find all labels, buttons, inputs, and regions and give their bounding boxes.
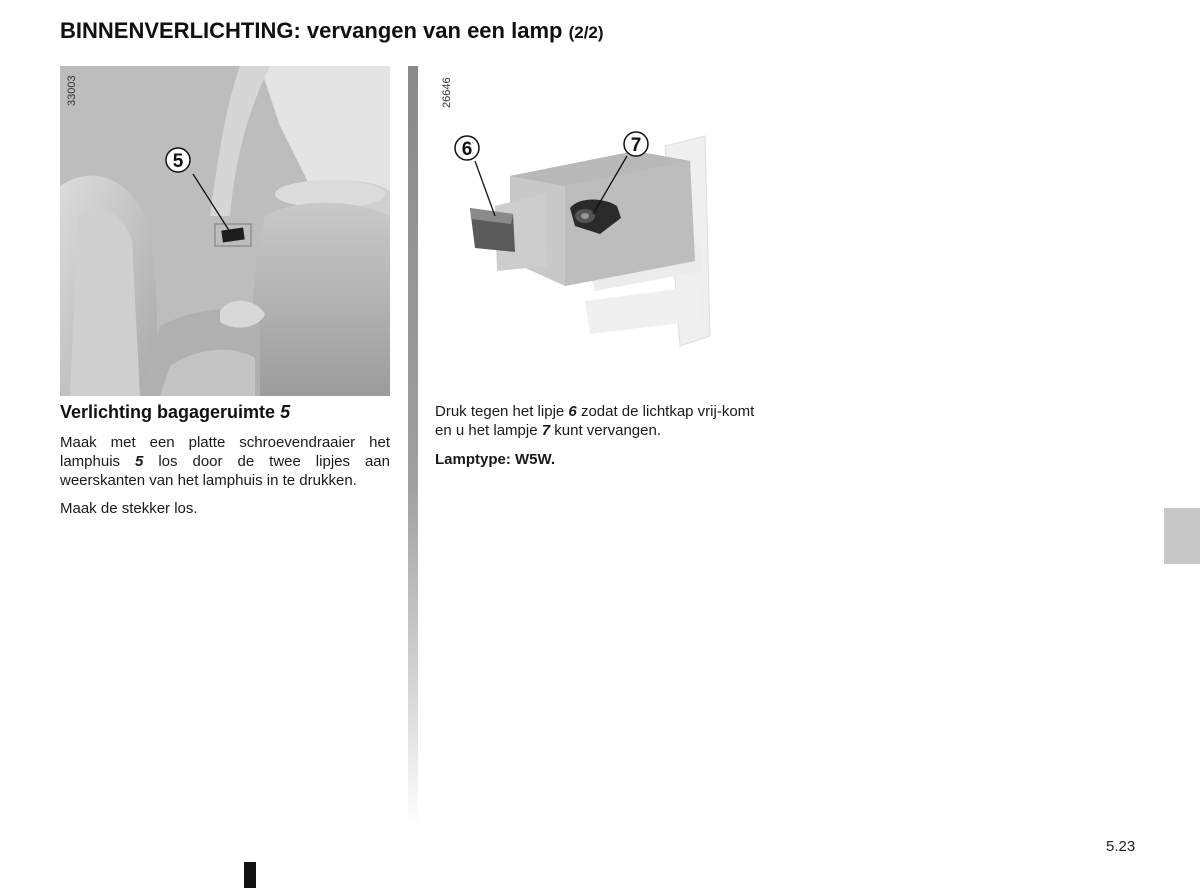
column-divider [408,66,418,826]
right-para1-t3: kunt vervangen. [554,422,662,439]
section-heading [60,402,290,423]
right-para1-t1: Druk tegen het lipje [435,403,565,420]
left-para1-after: los door de twee lipjes aan weerskanten van het lamphuis in te drukken. [60,453,390,489]
figure-left-ref-code: 33003 [66,75,78,106]
callout-7-label: 7 [630,135,642,156]
page-title [60,18,604,44]
callout-6-label: 6 [461,139,473,160]
callout-5-label: 5 [172,151,184,172]
left-paragraph-2: Maak de stekker los. [60,500,198,517]
right-para1-ref1: 6 [568,403,577,420]
page-number: 5.23 [1106,838,1136,855]
section-heading-ref: 5 [280,402,291,422]
page-title-part: (2/2) [568,23,604,42]
left-para1-ref: 5 [135,453,144,470]
figure-right-ref-code: 26646 [441,77,453,108]
figure-trunk-interior [60,66,390,396]
lamp-type: Lamptype: W5W. [435,451,556,468]
left-paragraph-1 [60,433,390,490]
lamp-unit-illustration [435,66,765,396]
right-para1-t2: zodat de lichtkap vrij-komt en u het lampje [435,403,755,439]
page-foot-mark [244,862,256,888]
chapter-side-tab [1164,508,1200,564]
right-paragraph-1 [435,402,775,440]
trunk-illustration [60,66,390,396]
page-title-main: BINNENVERLICHTING: vervangen van een lamp [60,18,563,43]
left-para1-before: Maak met een platte schroevendraaier het lamphuis [60,434,390,470]
figure-lamp-unit [435,66,765,396]
right-para1-ref2: 7 [541,422,551,439]
section-heading-text: Verlichting bagageruimte [60,402,276,422]
